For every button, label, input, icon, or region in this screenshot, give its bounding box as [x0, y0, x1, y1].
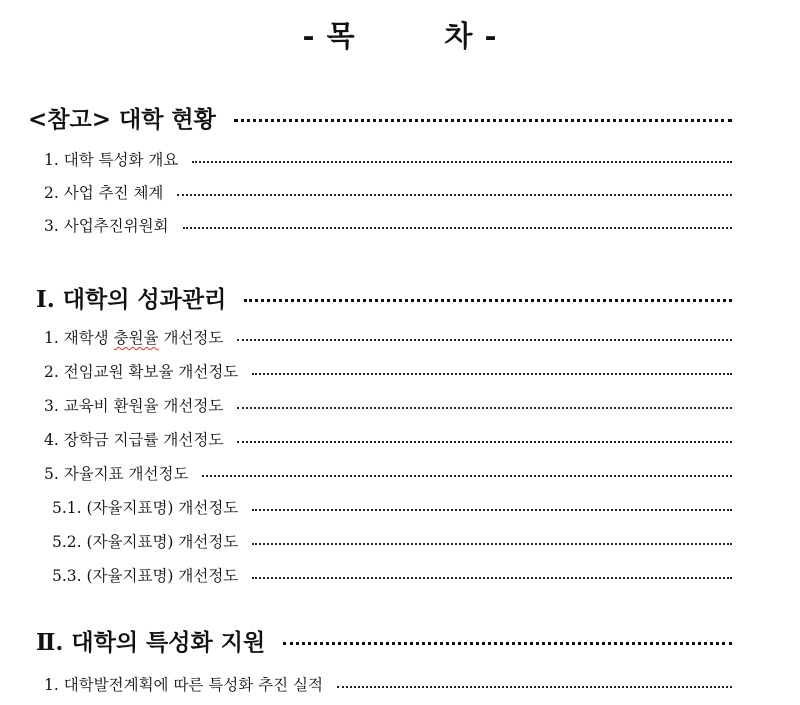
toc-section-1[interactable] [36, 282, 732, 312]
dot-leader [237, 339, 732, 341]
toc-item-label: 3. 사업추진위원회 [44, 217, 169, 235]
dot-leader [237, 441, 732, 443]
toc-item-label: 5. 자율지표 개선정도 [44, 465, 189, 483]
dot-leader [252, 577, 732, 579]
toc-item[interactable] [44, 669, 732, 699]
dot-leader [283, 642, 732, 645]
toc-item[interactable] [44, 144, 732, 174]
toc-subitem[interactable] [52, 526, 732, 556]
dot-leader [244, 299, 732, 302]
toc-title: - 목 차 - [302, 19, 498, 53]
toc-subitem[interactable] [52, 492, 732, 522]
dot-leader [234, 119, 732, 122]
dot-leader [252, 373, 732, 375]
section-heading: Ⅱ. 대학의 특성화 지원 [36, 628, 266, 656]
section-heading: <참고> 대학 현황 [28, 105, 216, 133]
dot-leader [202, 475, 732, 477]
dot-leader [252, 543, 732, 545]
toc-item[interactable] [44, 356, 732, 386]
toc-item[interactable] [44, 177, 732, 207]
toc-item-label: 1. 대학 특성화 개요 [44, 151, 179, 169]
toc-section-2[interactable] [36, 625, 732, 655]
toc-section-reference[interactable] [28, 102, 732, 132]
dot-leader [237, 407, 732, 409]
toc-item-label: 1. 재학생 충원율 개선정도 [44, 329, 224, 347]
section-heading: Ⅰ. 대학의 성과관리 [36, 285, 227, 313]
toc-item-label: 5.1. (자율지표명) 개선정도 [52, 499, 239, 517]
dot-leader [252, 509, 732, 511]
toc-item[interactable] [44, 210, 732, 240]
toc-item[interactable] [44, 458, 732, 488]
dot-leader [337, 686, 732, 688]
toc-item-label: 3. 교육비 환원율 개선정도 [44, 397, 224, 415]
toc-item-label: 2. 사업 추진 체계 [44, 184, 164, 202]
toc-item[interactable] [44, 322, 732, 352]
dot-leader [183, 227, 732, 229]
dot-leader [192, 161, 732, 163]
toc-item-label: 5.2. (자율지표명) 개선정도 [52, 533, 239, 551]
toc-item-label: 5.3. (자율지표명) 개선정도 [52, 567, 239, 585]
toc-item[interactable] [44, 390, 732, 420]
toc-item-label: 1. 대학발전계획에 따른 특성화 추진 실적 [44, 676, 323, 694]
toc-item[interactable] [44, 424, 732, 454]
toc-item-label: 2. 전임교원 확보율 개선정도 [44, 363, 239, 381]
toc-subitem[interactable] [52, 560, 732, 590]
toc-item-label: 4. 장학금 지급률 개선정도 [44, 431, 224, 449]
dot-leader [177, 194, 732, 196]
